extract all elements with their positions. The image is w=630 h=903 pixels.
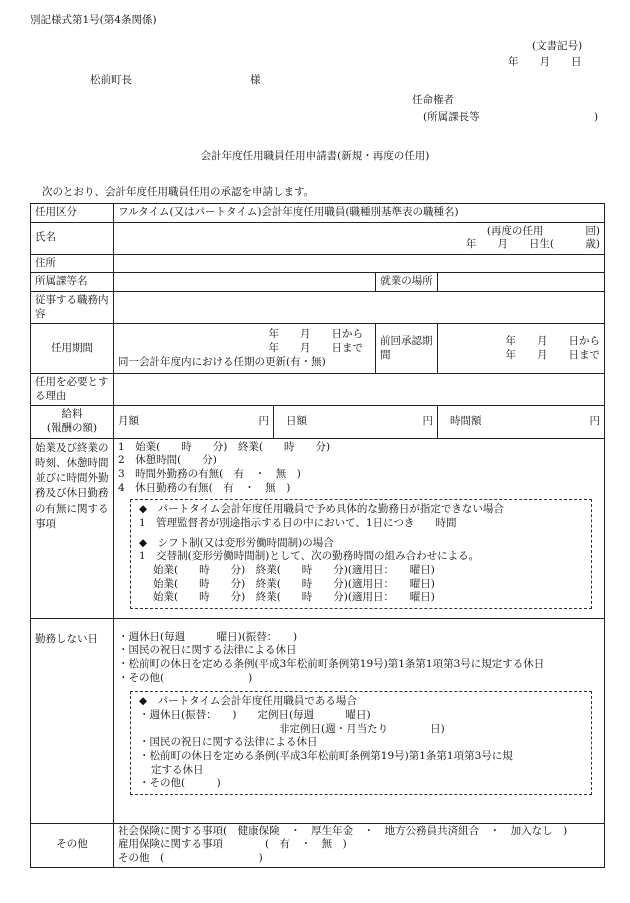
prev-label: 前回承認期間 xyxy=(376,324,438,374)
reason-field[interactable] xyxy=(114,374,605,406)
salary-label: 給料 xyxy=(61,408,83,421)
duty-field[interactable] xyxy=(114,291,605,323)
part-time-box xyxy=(130,499,592,608)
workplace-label: 就業の場所 xyxy=(376,273,438,292)
box2-line-4: ・松前町の休日を定める条例(平成3年松前町条例第19号)第1条第1項第3号に規 xyxy=(139,749,513,762)
prev-to: 年 月 日まで xyxy=(505,348,601,361)
period-to: 年 月 日まで xyxy=(268,341,363,354)
other-item-3: その他 ( ) xyxy=(118,852,263,865)
holiday-item-1: ・週休日(毎週 曜日)(振替： ) xyxy=(118,630,298,643)
prev-field[interactable] xyxy=(438,324,605,374)
salary-sublabel: (報酬の額) xyxy=(46,422,98,435)
period-field[interactable] xyxy=(114,324,376,374)
intro-text: 次のとおり、会計年度任用職員任用の承認を申請します。 xyxy=(42,186,315,198)
shift-line-2: 始業( 時 分) 終業( 時 分)(適用日： 曜日) xyxy=(153,577,435,590)
monthly-label: 月額 xyxy=(118,415,139,428)
dept-label: 所属課等名 xyxy=(31,273,114,292)
box1-title: ◆ パートタイム会計年度任用職員で予め具体的な勤務日が指定できない場合 xyxy=(139,503,504,516)
other-item-2: 雇用保険に関する事項 ( 有 ・ 無 ) xyxy=(118,838,347,851)
applicant-label: 任命権者 xyxy=(412,94,454,106)
period-renew: 同一会計年度内における任期の更新(有・無) xyxy=(118,355,326,368)
name-birth: 年 月 日生( 歳) xyxy=(465,238,601,251)
daily-label: 日額 xyxy=(286,415,307,428)
other-label: その他 xyxy=(31,823,114,867)
application-form-table xyxy=(30,203,605,868)
address-field[interactable] xyxy=(114,254,605,273)
applicant-sub: (所属課長等 xyxy=(423,111,480,123)
hourly-label: 時間額 xyxy=(450,415,482,428)
period-label: 任用期間 xyxy=(31,324,114,374)
box2-line-1: ・週休日(振替： ) 定例日(毎週 曜日) xyxy=(139,708,371,721)
holiday-field[interactable] xyxy=(114,618,605,823)
name-label: 氏名 xyxy=(31,222,114,254)
box2-title: ◆ パートタイム会計年度任用職員である場合 xyxy=(139,695,357,708)
period-from: 年 月 日から xyxy=(268,328,363,341)
hours-item-1: 1 始業( 時 分) 終業( 時 分) xyxy=(118,440,331,453)
shift-line-1: 始業( 時 分) 終業( 時 分)(適用日： 曜日) xyxy=(153,563,435,576)
holiday-label: 勤務しない日 xyxy=(31,618,114,823)
workplace-field[interactable] xyxy=(438,273,605,292)
addressee-honorific: 様 xyxy=(250,74,261,86)
part-time-holiday-box xyxy=(130,691,592,794)
name-reappoint: (再度の任用 回) xyxy=(486,224,601,237)
shift-line-3: 始業( 時 分) 終業( 時 分)(適用日： 曜日) xyxy=(153,591,435,604)
dept-field[interactable] xyxy=(114,273,376,292)
hours-item-2: 2 休憩時間( 分) xyxy=(118,454,217,467)
holiday-item-2: ・国民の祝日に関する法律による休日 xyxy=(118,644,297,657)
kubun-value[interactable]: フルタイム(又はパートタイム)会計年度任用職員(職種別基準表の職種名) xyxy=(114,204,605,223)
date-line: 年 月 日 xyxy=(508,56,582,68)
salary-label-cell xyxy=(31,406,114,438)
holiday-item-3: ・松前町の休日を定める条例(平成3年松前町条例第19号)第1条第1項第3号に規定する休日 xyxy=(118,658,545,671)
box1-title2: ◆ シフト制(又は変形労働時間制)の場合 xyxy=(139,536,334,549)
hourly-field[interactable] xyxy=(438,406,605,438)
box2-line-3: ・国民の祝日に関する法律による休日 xyxy=(139,736,318,749)
document-code: (文書記号) xyxy=(532,40,583,52)
holiday-item-4: ・その他( ) xyxy=(118,671,253,684)
box2-line-6: ・その他( ) xyxy=(139,777,221,790)
hours-label: 始業及び終業の時刻、休憩時間並びに時間外勤務及び休日勤務の有無に関する事項 xyxy=(31,438,114,618)
address-label: 住所 xyxy=(31,254,114,273)
daily-field[interactable] xyxy=(274,406,438,438)
box2-line-5: 定する休日 xyxy=(151,763,204,776)
reason-label: 任用を必要とする理由 xyxy=(31,374,114,406)
monthly-yen: 円 xyxy=(258,415,269,428)
duty-label: 従事する職務内容 xyxy=(31,291,114,323)
hours-field[interactable] xyxy=(114,438,605,618)
other-field[interactable] xyxy=(114,823,605,867)
addressee: 松前町長 xyxy=(90,74,132,86)
box2-line-2: 非定例日(週・月当たり 日) xyxy=(279,722,445,735)
box1-item2: 1 交替制(変形労働時間制)として、次の勤務時間の組み合わせによる。 xyxy=(139,550,480,563)
form-number: 別記様式第1号(第4条関係) xyxy=(30,14,157,26)
hours-item-4: 4 休日勤務の有無( 有 ・ 無 ) xyxy=(118,481,291,494)
daily-yen: 円 xyxy=(422,415,433,428)
other-item-1: 社会保険に関する事項( 健康保険 ・ 厚生年金 ・ 地方公務員共済組合 ・ 加入なし ) xyxy=(118,824,568,837)
box1-item: 1 管理監督者が別途指示する日の中において、1日につき 時間 xyxy=(139,516,457,529)
page-title: 会計年度任用職員任用申請書(新規・再度の任用) xyxy=(200,150,430,162)
hours-item-3: 3 時間外勤務の有無( 有 ・ 無 ) xyxy=(118,468,301,481)
name-field[interactable] xyxy=(114,222,605,254)
hourly-yen: 円 xyxy=(589,415,601,428)
applicant-close: ) xyxy=(594,111,599,123)
prev-from: 年 月 日から xyxy=(505,335,601,348)
monthly-field[interactable] xyxy=(114,406,274,438)
kubun-label: 任用区分 xyxy=(31,204,114,223)
